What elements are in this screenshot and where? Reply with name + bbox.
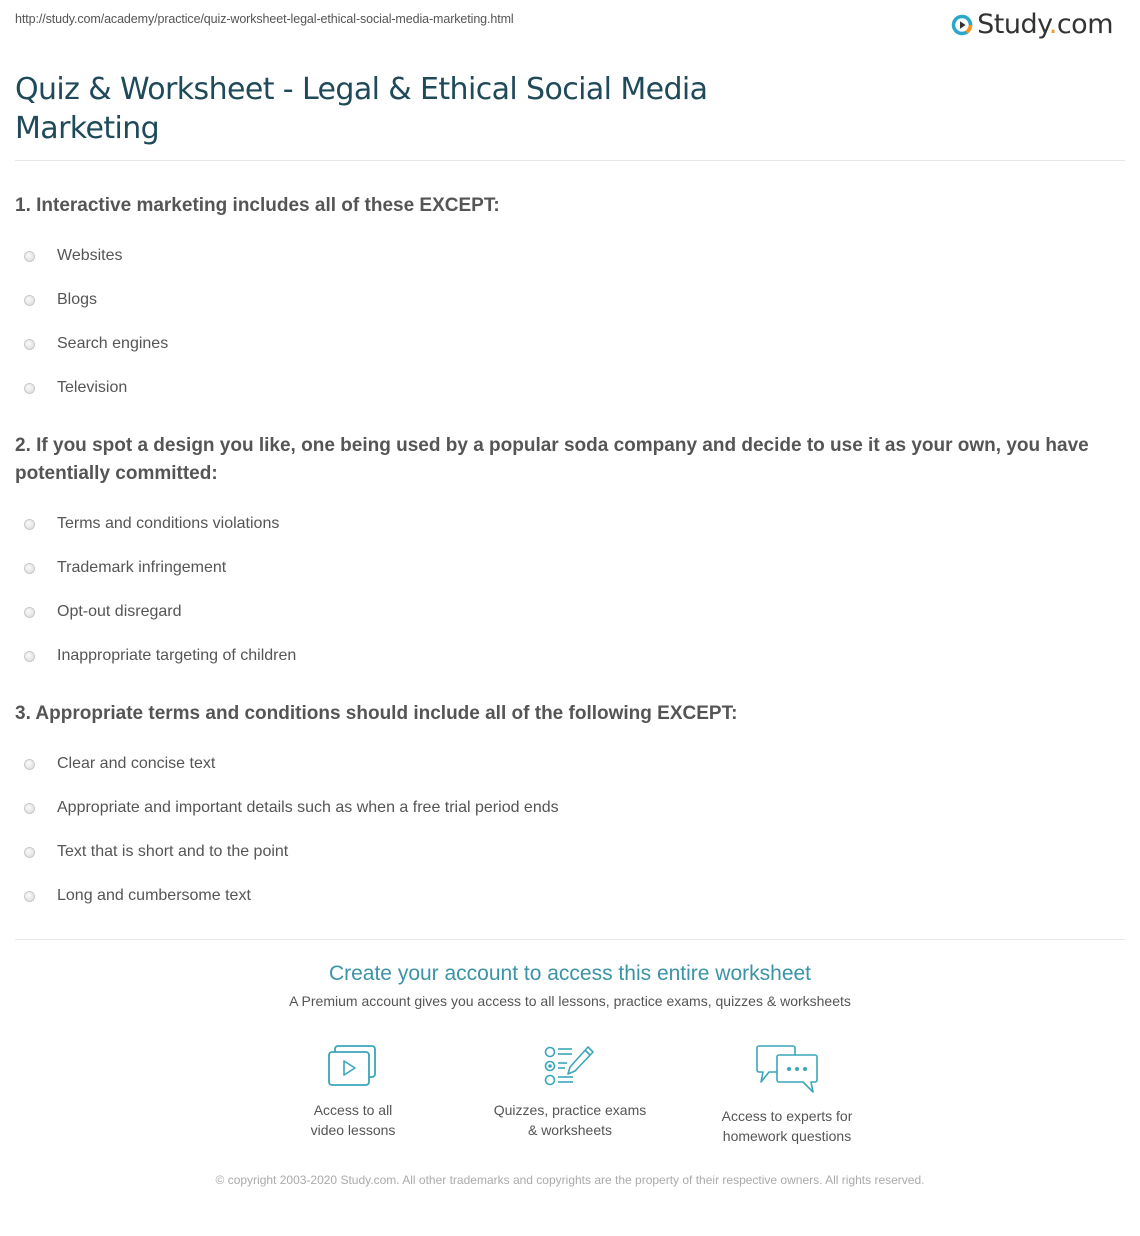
radio-button[interactable] (24, 607, 35, 618)
choice-label: Long and cumbersome text (57, 887, 251, 904)
choice-label: Trademark infringement (57, 559, 227, 576)
radio-button[interactable] (24, 847, 35, 858)
cta-subtitle: A Premium account gives you access to all lessons, practice exams, quizzes & worksheets (289, 993, 851, 1009)
choice-list (15, 234, 1125, 410)
divider (15, 160, 1125, 161)
choice-option[interactable] (15, 874, 1125, 918)
choice-label: Opt-out disregard (57, 603, 182, 620)
feature-experts (679, 1044, 896, 1146)
feature-label: Access to experts for homework questions (721, 1108, 853, 1144)
play-circle-icon (951, 14, 973, 36)
feature-quizzes (462, 1044, 679, 1146)
radio-button[interactable] (24, 519, 35, 530)
choice-option[interactable] (15, 634, 1125, 678)
radio-button[interactable] (24, 383, 35, 394)
choice-option[interactable] (15, 234, 1125, 278)
choice-label: Search engines (57, 335, 169, 352)
radio-button[interactable] (24, 803, 35, 814)
chat-bubbles-icon (755, 1044, 819, 1094)
feature-label: Access to all video lessons (310, 1102, 396, 1138)
question-text: 3. Appropriate terms and conditions should include all of the following EXCEPT: (15, 703, 738, 724)
choice-option[interactable] (15, 278, 1125, 322)
radio-button[interactable] (24, 563, 35, 574)
question-2 (15, 432, 1125, 678)
radio-button[interactable] (24, 295, 35, 306)
feature-list (0, 1044, 1140, 1146)
choice-option[interactable] (15, 502, 1125, 546)
choice-label: Clear and concise text (57, 755, 216, 772)
question-1 (15, 192, 1125, 410)
question-text: 1. Interactive marketing includes all of these EXCEPT: (15, 195, 500, 216)
choice-option[interactable] (15, 590, 1125, 634)
choice-list (15, 742, 1125, 918)
question-3 (15, 700, 1125, 918)
choice-label: Text that is short and to the point (57, 843, 289, 860)
choice-label: Terms and conditions violations (57, 515, 280, 532)
feature-video-lessons (245, 1044, 462, 1146)
radio-button[interactable] (24, 891, 35, 902)
feature-label: Quizzes, practice exams & worksheets (493, 1102, 647, 1138)
choice-label: Television (57, 379, 128, 396)
signup-cta (0, 962, 1140, 1009)
page-url: http://study.com/academy/practice/quiz-worksheet-legal-ethical-social-media-marketing.html (15, 12, 514, 26)
choice-option[interactable] (15, 830, 1125, 874)
video-lessons-icon (327, 1044, 379, 1088)
question-text: 2. If you spot a design you like, one being used by a popular soda company and decide to use it as your own, you have potentially committed: (15, 435, 1089, 484)
choice-option[interactable] (15, 546, 1125, 590)
choice-option[interactable] (15, 322, 1125, 366)
choice-list (15, 502, 1125, 678)
choice-label: Blogs (57, 291, 98, 308)
study-logo[interactable] (951, 10, 1113, 40)
radio-button[interactable] (24, 651, 35, 662)
logo-text: Study.com (977, 9, 1113, 40)
cta-title-link[interactable]: Create your account to access this entire worksheet (328, 962, 812, 985)
quiz-checklist-icon (542, 1044, 598, 1088)
choice-label: Appropriate and important details such as when a free trial period ends (57, 799, 559, 816)
radio-button[interactable] (24, 251, 35, 262)
page-title: Quiz & Worksheet - Legal & Ethical Social Media Marketing (15, 72, 708, 146)
choice-option[interactable] (15, 786, 1125, 830)
radio-button[interactable] (24, 759, 35, 770)
choice-option[interactable] (15, 742, 1125, 786)
radio-button[interactable] (24, 339, 35, 350)
divider (15, 939, 1125, 940)
choice-label: Websites (57, 247, 123, 264)
page-header (15, 10, 1125, 40)
copyright-footer: © copyright 2003-2020 Study.com. All other trademarks and copyrights are the property of their respective owners. All rights reserved. (215, 1173, 925, 1187)
choice-option[interactable] (15, 366, 1125, 410)
choice-label: Inappropriate targeting of children (57, 647, 297, 664)
